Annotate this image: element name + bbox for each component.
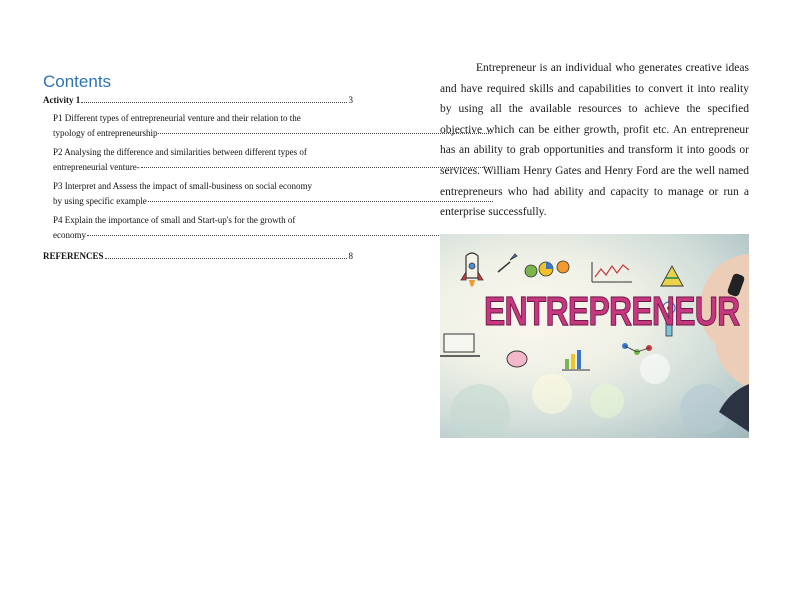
pie-charts-icon bbox=[525, 261, 569, 277]
leader-dots bbox=[87, 234, 499, 236]
laptop-icon bbox=[440, 334, 480, 356]
leader-dots bbox=[105, 258, 347, 259]
toc-entry-line2: typology of entrepreneurship bbox=[53, 128, 158, 138]
toc-entry-p3[interactable] bbox=[53, 179, 353, 209]
toc-entry-line1: P1 Different types of entrepreneurial venture and their relation to the bbox=[53, 113, 301, 123]
doodle-illustration bbox=[440, 234, 749, 438]
toc-entry-line2: economy bbox=[53, 230, 86, 240]
contents-heading: Contents bbox=[43, 72, 112, 91]
toc-entry-p1[interactable] bbox=[53, 111, 353, 141]
toc-entry-line1: P4 Explain the importance of small and Start-up's for the growth of bbox=[53, 215, 296, 225]
entrepreneur-photo bbox=[440, 234, 749, 438]
toc-page-number: 3 bbox=[348, 95, 353, 105]
toc-entry-activity[interactable] bbox=[43, 93, 353, 107]
toc-entry-references[interactable] bbox=[43, 249, 353, 263]
table-of-contents bbox=[43, 72, 353, 263]
toc-entry-line2: by using specific example bbox=[53, 196, 147, 206]
rocket-icon bbox=[461, 253, 483, 287]
toc-entry-line1: P2 Analysing the difference and similarities between different types of bbox=[53, 147, 307, 157]
toc-entry-line2: entrepreneurial venture- bbox=[53, 162, 140, 172]
toc-entry-label: REFERENCES bbox=[43, 251, 104, 261]
leader-dots bbox=[141, 166, 491, 168]
pyramid-icon bbox=[661, 266, 683, 286]
leader-dots bbox=[81, 102, 346, 103]
toc-page-number: 8 bbox=[348, 251, 353, 261]
entrepreneur-word: ENTREPRENEUR bbox=[484, 288, 740, 334]
piggy-bank-icon bbox=[507, 351, 527, 367]
network-icon bbox=[622, 343, 652, 355]
bar-chart-icon bbox=[562, 350, 590, 370]
toc-entry-line1: P3 Interpret and Assess the impact of small-business on social economy bbox=[53, 181, 312, 191]
toc-entry-label: Activity 1 bbox=[43, 95, 81, 105]
body-paragraph: Entrepreneur is an individual who generates creative ideas and have required skills and capabilities to convert it into reality by using all the available resources to achieve the specified objective which can be either growth, profit etc. An entrepreneur has an ability to grab opportunities and transform it into goods or services. William Henry Gates and Henry Ford are the well named entrepreneurs who had ability and capacity to manage or run a enterprise successfully. bbox=[440, 62, 749, 219]
line-graph-icon bbox=[592, 262, 632, 282]
telescope-icon bbox=[498, 254, 517, 272]
toc-entry-p4[interactable] bbox=[53, 213, 353, 243]
hand-with-marker bbox=[700, 254, 749, 432]
toc-entry-p2[interactable] bbox=[53, 145, 353, 175]
